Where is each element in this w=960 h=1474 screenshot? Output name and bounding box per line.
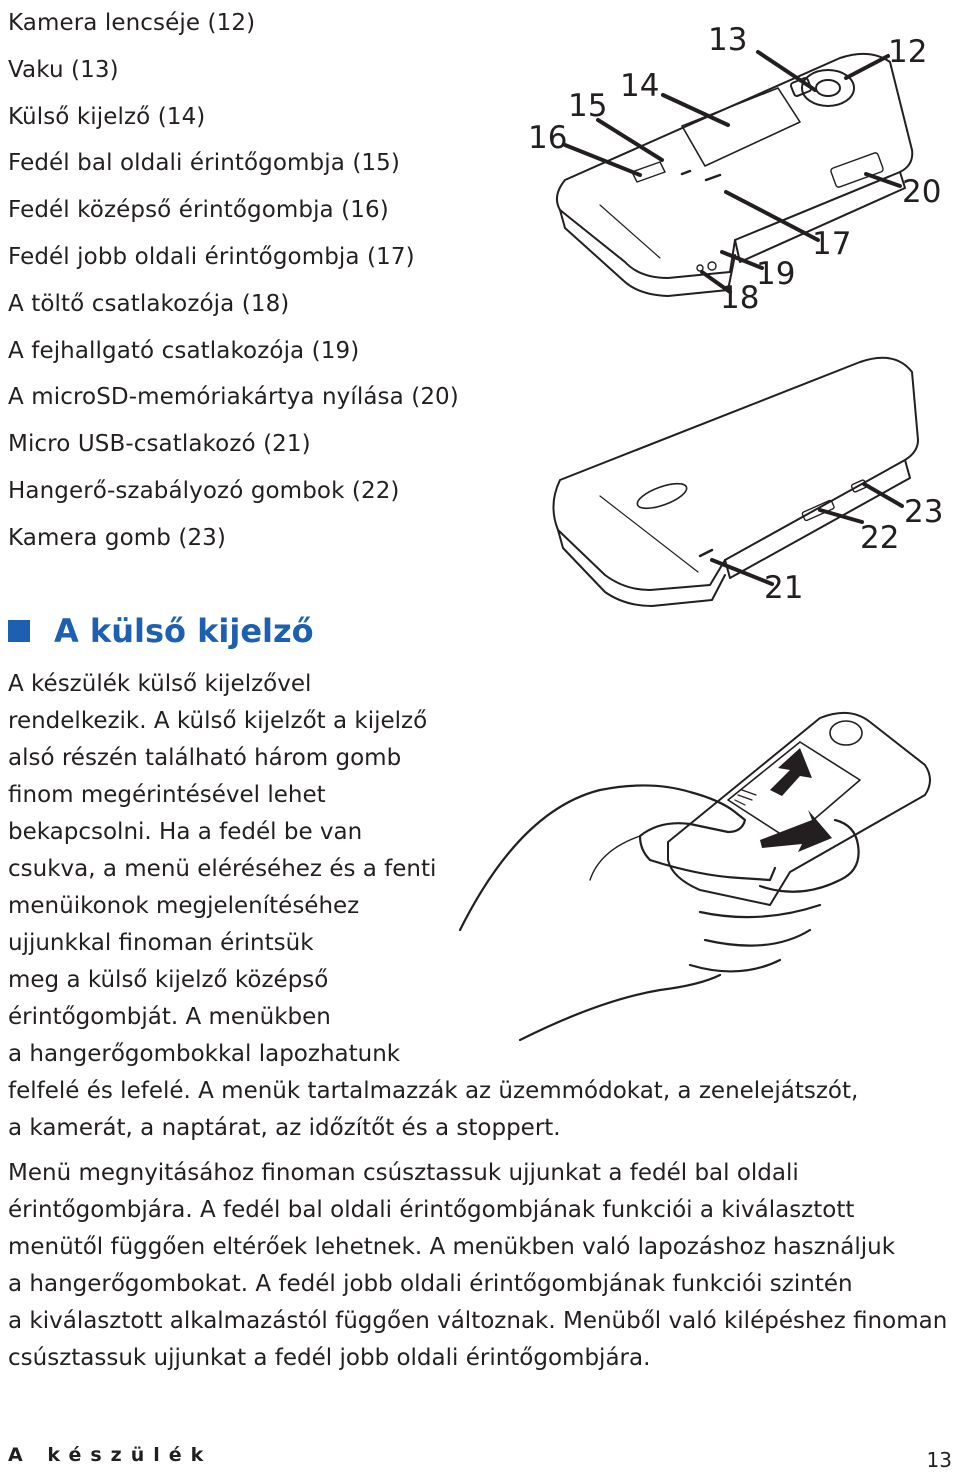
callout-20: 20: [902, 174, 942, 210]
paragraph-line: érintőgombjára. A fedél bal oldali érintőgombjának funkciói a kiválasztott: [8, 1197, 855, 1223]
paragraph-line: csukva, a menü eléréséhez és a fenti: [8, 856, 437, 882]
paragraph-line: felfelé és lefelé. A menük tartalmazzák az üzemmódokat, a zenelejátszót,: [8, 1078, 859, 1104]
part-item-right-touch-key: Fedél jobb oldali érintőgombja (17): [8, 243, 415, 270]
part-item-microsd-slot: A microSD-memóriakártya nyílása (20): [8, 384, 459, 411]
paragraph-line: finom megérintésével lehet: [8, 782, 326, 808]
phone-front-illustration: [557, 54, 912, 296]
part-item-middle-touch-key: Fedél középső érintőgombja (16): [8, 197, 389, 224]
callout-12: 12: [888, 34, 928, 70]
callout-15: 15: [568, 88, 608, 124]
paragraph-line: meg a külső kijelző középső: [8, 967, 329, 993]
paragraph-line: A készülék külső kijelzővel: [8, 671, 312, 697]
callout-14: 14: [620, 68, 660, 104]
paragraph-line: a hangerőgombokat. A fedél jobb oldali érintőgombjának funkciói szintén: [8, 1271, 853, 1297]
paragraph-line: rendelkezik. A külső kijelzőt a kijelző: [8, 708, 428, 734]
callout-17: 17: [812, 226, 852, 262]
hand-touch-illustration: [460, 713, 930, 1040]
part-item-micro-usb: Micro USB-csatlakozó (21): [8, 431, 311, 458]
part-item-charger-connector: A töltő csatlakozója (18): [8, 290, 290, 317]
section-title: A külső kijelző: [54, 612, 314, 650]
callout-22: 22: [860, 520, 900, 556]
paragraph-line: bekapcsolni. Ha a fedél be van: [8, 819, 363, 845]
paragraph-line: alsó részén található három gomb: [8, 745, 402, 771]
callout-13: 13: [708, 22, 748, 58]
paragraph-line: menütől függően eltérőek lehetnek. A menükben való lapozáshoz használjuk: [8, 1234, 896, 1260]
paragraph-line: a kiválasztott alkalmazástól függően változnak. Menüből való kilépéshez finoman: [8, 1308, 948, 1334]
part-item-camera-lens: Kamera lencséje (12): [8, 10, 256, 36]
part-item-cover-display: Külső kijelző (14): [8, 103, 206, 130]
part-item-headset-connector: A fejhallgató csatlakozója (19): [8, 337, 360, 364]
part-item-flash: Vaku (13): [8, 56, 119, 83]
paragraph-line: a kamerát, a naptárat, az időzítőt és a stoppert.: [8, 1115, 561, 1141]
callout-21: 21: [764, 570, 804, 606]
paragraph-line: menüikonok megjelenítéséhez: [8, 893, 360, 919]
paragraph-line: csúsztassuk ujjunkat a fedél jobb oldali érintőgombjára.: [8, 1345, 651, 1371]
footer-chapter-title: A készülék: [8, 1444, 213, 1466]
callout-18: 18: [720, 280, 760, 316]
paragraph-line: Menü megnyitásához finoman csúsztassuk ujjunkat a fedél bal oldali: [8, 1160, 799, 1186]
part-item-volume-keys: Hangerő-szabályozó gombok (22): [8, 477, 400, 504]
part-item-left-touch-key: Fedél bal oldali érintőgombja (15): [8, 150, 400, 177]
paragraph-line: ujjunkkal finoman érintsük: [8, 930, 314, 956]
callout-16: 16: [528, 120, 568, 156]
paragraph-line: a hangerőgombokkal lapozhatunk: [8, 1041, 401, 1067]
paragraph-line: érintőgombját. A menükben: [8, 1004, 331, 1030]
callout-23: 23: [904, 494, 944, 530]
page-number: 13: [926, 1448, 952, 1472]
callout-19: 19: [756, 256, 796, 292]
part-item-camera-key: Kamera gomb (23): [8, 524, 226, 551]
